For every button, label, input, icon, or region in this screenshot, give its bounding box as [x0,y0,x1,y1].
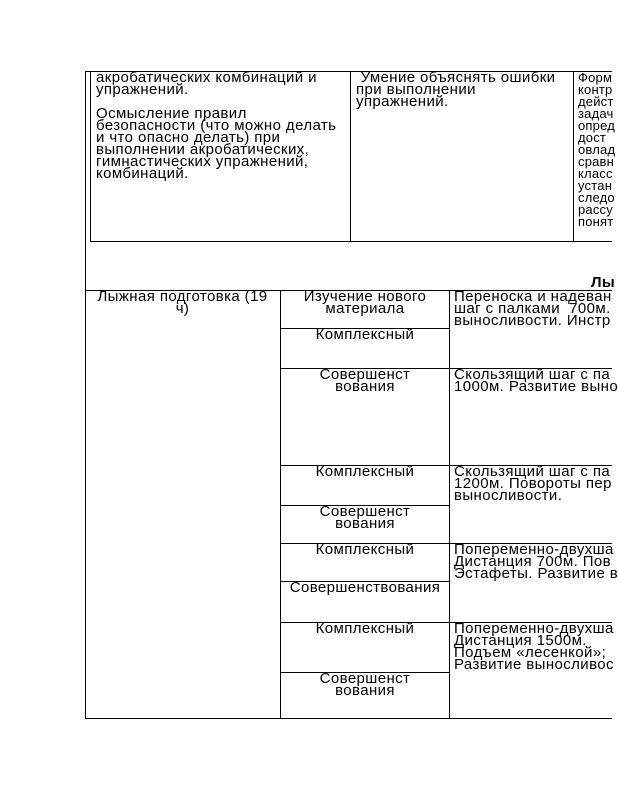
lesson-content-cell [449,366,618,465]
lesson-type-text: Совершенст вования [319,503,411,532]
lesson-content-text: Скользящий шаг с па 1000м. Развитие выно [454,366,618,395]
lesson-content-cell [449,465,612,543]
lesson-type-text: Изучение нового материала [303,288,427,317]
lesson-content-cell [449,622,612,718]
competencies-text: Форм контр дейст задач опред дост овлад сравн класс устан следо рассу понят [578,70,616,229]
section-name-text: Лыжная подготовка (19 ч) [97,288,268,317]
lesson-type-text: Комплексный [315,620,415,637]
lesson-type-cell [280,465,449,505]
lesson-type-cell [280,581,449,622]
lesson-type-cell [280,290,449,328]
competencies-cell [573,70,616,242]
lesson-content-cell [449,541,618,622]
section-heading: Лы [591,274,616,291]
outcome-paragraph: акробатических комбинаций и упражнений. [96,69,317,98]
outcome-paragraph: Осмысление правил безопасности (что можно делать и что опасно делать) при выполнении акробатических, гимнастических упражнений, комбинаций. [96,105,337,182]
lesson-content-text: Попеременно-двухша Дистанция 700м. Пов Эстафеты. Развитие в [454,541,618,582]
lesson-content-cell [449,290,612,368]
lesson-type-cell [280,622,449,672]
lesson-type-text: Совершенствования [289,579,441,596]
lesson-type-text: Совершенст вования [319,670,411,699]
lesson-type-cell [280,328,449,368]
lesson-type-cell [280,672,449,718]
section-name-cell [85,290,280,718]
lesson-type-cell [280,368,449,465]
skills-cell [350,71,573,242]
skills-text: Умение объяснять ошибки при выполнении упражнений. [356,69,556,110]
lesson-type-cell [280,505,449,543]
lesson-content-text: Скользящий шаг с па 1200м. Повороты пер выносливости. [454,463,612,504]
learning-outcomes-cell [90,71,350,242]
lesson-content-text: Попеременно-двухша Дистанция 1500м. Подъем «лесенкой»; Развитие выносливос [454,620,614,673]
lesson-content-text: Переноска и надеван шаг с палками 700м. выносливости. Инстр [454,288,612,329]
lesson-type-text: Комплексный [315,463,415,480]
lesson-type-cell [280,543,449,581]
lesson-type-text: Комплексный [315,326,415,343]
lesson-type-text: Комплексный [315,541,415,558]
lesson-type-text: Совершенст вования [319,366,411,395]
